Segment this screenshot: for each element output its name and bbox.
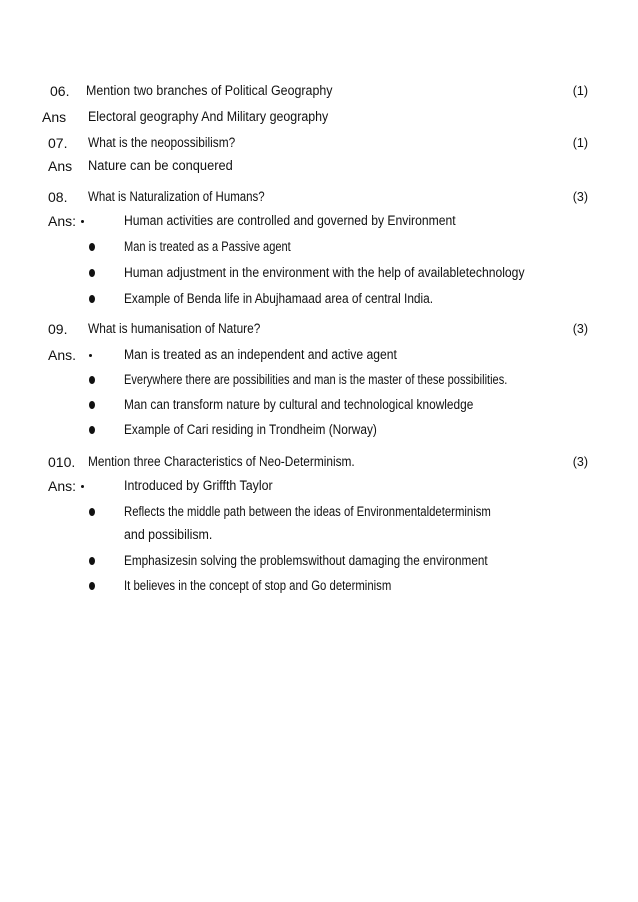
answer-label: Ans. [48,347,77,363]
bullet-icon [89,295,95,303]
answer-label: Ans [48,158,73,174]
bullet-icon [89,508,95,516]
bullet-icon [89,401,95,409]
marks-label: (1) [572,84,588,98]
bullet-point: Introduced by Griffth Taylor [124,478,273,493]
question-number: 07. [48,135,68,151]
answer-label: Ans: [48,213,77,229]
bullet-point: Man can transform nature by cultural and technological knowledge [124,397,474,412]
bullet-point: Emphasizesin solving the problemswithout damaging the environment [124,553,488,568]
question-text: Mention three Characteristics of Neo-Determinism. [88,454,355,469]
question-number: 09. [48,321,68,337]
bullet-point: Everywhere there are possibilities and man is the master of these possibilities. [124,372,508,387]
question-number: 06. [50,83,70,99]
bullet-icon [89,582,95,590]
bullet-point: Human adjustment in the environment with the help of availabletechnology [124,265,525,280]
answer-label: Ans: [48,478,77,494]
answer-text: Electoral geography And Military geography [88,109,329,124]
answer-label: Ans [42,109,67,125]
answer-text: Nature can be conquered [88,158,233,173]
bullet-icon [81,485,84,488]
question-text: What is the neopossibilism? [88,135,236,150]
bullet-icon [89,243,95,251]
bullet-icon [89,354,92,357]
question-text: Mention two branches of Political Geography [86,83,333,98]
bullet-point: Man is treated as a Passive agent [124,239,291,254]
question-text: What is humanisation of Nature? [88,321,261,336]
bullet-icon [89,426,95,434]
bullet-icon [81,220,84,223]
marks-label: (3) [572,190,588,204]
bullet-icon [89,269,95,277]
bullet-icon [89,376,95,384]
marks-label: (1) [572,136,588,150]
bullet-point: Reflects the middle path between the ideas of Environmentaldeterminism [124,504,491,519]
question-number: 010. [48,454,76,470]
bullet-point: It believes in the concept of stop and Go determinism [124,578,392,593]
bullet-point: Example of Cari residing in Trondheim (Norway) [124,422,377,437]
bullet-point: Man is treated as an independent and active agent [124,347,397,362]
question-number: 08. [48,189,68,205]
bullet-point: Human activities are controlled and governed by Environment [124,213,456,228]
marks-label: (3) [572,322,588,336]
marks-label: (3) [572,455,588,469]
bullet-icon [89,557,95,565]
bullet-point-continuation: and possibilism. [124,527,213,542]
bullet-point: Example of Benda life in Abujhamaad area of central India. [124,291,434,306]
question-text: What is Naturalization of Humans? [88,189,265,204]
